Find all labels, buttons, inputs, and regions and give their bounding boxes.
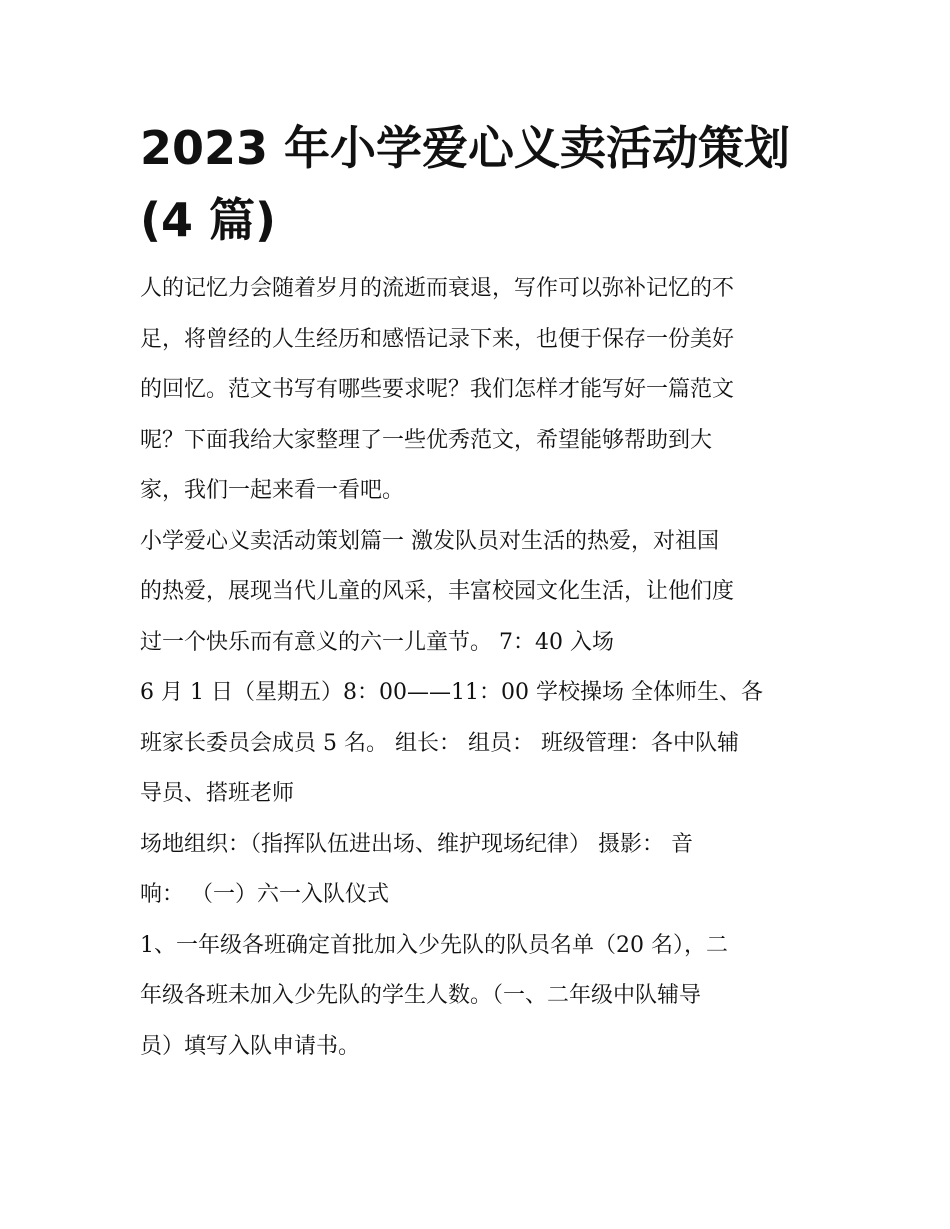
text-line: 年级各班未加入少先队的学生人数。（一、二年级中队辅导: [140, 983, 702, 1008]
text-line: 足，将曾经的人生经历和感悟记录下来，也便于保存一份美好: [140, 326, 735, 352]
document-page: [140, 112, 820, 1072]
text-line: 过一个快乐而有意义的六一儿童节。 7：40 入场: [140, 629, 614, 655]
title-line: (4 篇): [140, 193, 277, 247]
text-line: 响： （一）六一入队仪式: [140, 882, 389, 907]
text-line: 班家长委员会成员 5 名。 组长： 组员： 班级管理：各中队辅: [140, 730, 739, 756]
title-line: 2023 年小学爱心义卖活动策划: [140, 121, 791, 175]
text-line: 人的记忆力会随着岁月的流逝而衰退，写作可以弥补记忆的不: [140, 276, 735, 301]
intro-paragraph: [140, 264, 820, 517]
body-paragraph: [140, 517, 820, 669]
body-paragraph: [140, 820, 820, 921]
text-line: 6 月 1 日（星期五）8：00——11：00 学校操场 全体师生、各: [140, 680, 763, 705]
text-line: 家，我们一起来看一看吧。: [140, 478, 405, 503]
body-paragraph: [140, 921, 820, 1073]
text-line: 场地组织：（指挥队伍进出场、维护现场纪律） 摄影： 音: [140, 831, 693, 857]
text-line: 小学爱心义卖活动策划篇一 激发队员对生活的热爱，对祖国: [140, 528, 719, 554]
text-line: 1、一年级各班确定首批加入少先队的队员名单（20 名），二: [140, 932, 728, 958]
text-line: 的回忆。范文书写有哪些要求呢？我们怎样才能写好一篇范文: [140, 377, 735, 402]
document-title: [140, 112, 820, 256]
body-paragraph: [140, 668, 820, 820]
text-line: 员）填写入队申请书。: [140, 1033, 361, 1059]
text-line: 导员、搭班老师: [140, 781, 295, 806]
text-line: 呢？下面我给大家整理了一些优秀范文，希望能够帮助到大: [140, 427, 713, 453]
text-line: 的热爱，展现当代儿童的风采，丰富校园文化生活，让他们度: [140, 579, 735, 604]
